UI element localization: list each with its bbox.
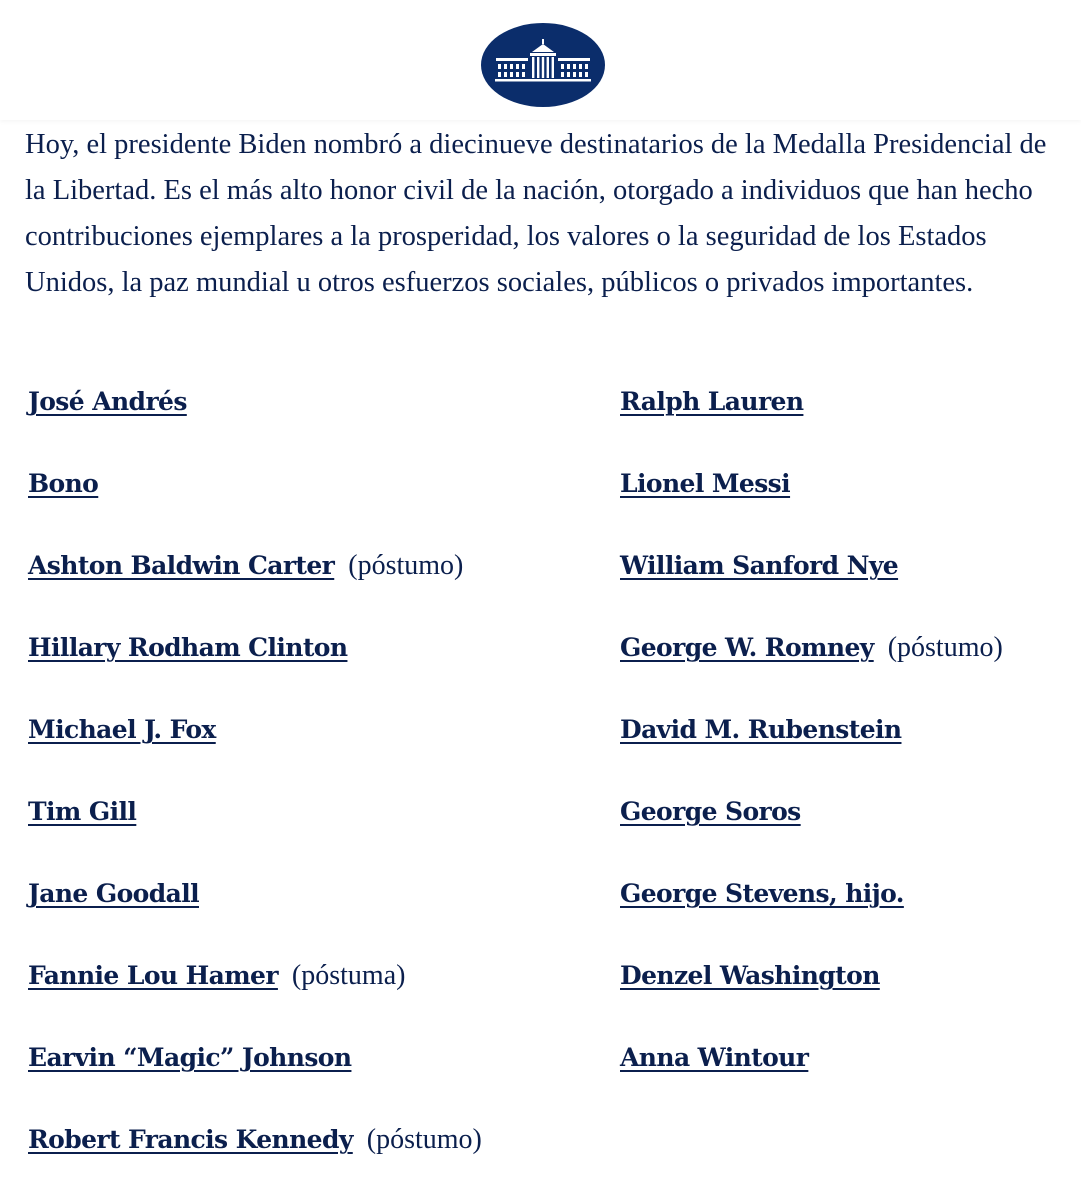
site-header xyxy=(0,0,1081,120)
recipient-name-link[interactable]: Hillary Rodham Clinton xyxy=(28,633,348,662)
intro-paragraph: Hoy, el presidente Biden nombró a diecinueve destinatarios de la Medalla Presidencial de la Libertad. Es el más alto honor civil de la nación, otorgado a individuos que han hecho contribuciones ejemplares a la prosperidad, los valores o la seguridad de los Estados Unidos, la paz mundial u otros esfuerzos sociales, públicos o privados importantes. xyxy=(25,129,1047,298)
recipient-name-link[interactable]: Ralph Lauren xyxy=(620,387,804,416)
recipient-name-link[interactable]: Fannie Lou Hamer xyxy=(28,961,278,990)
recipient-item xyxy=(28,784,588,866)
posthumous-note: (póstumo) xyxy=(366,1124,482,1155)
recipient-name-link[interactable]: Bono xyxy=(28,469,99,498)
posthumous-note: (póstumo) xyxy=(887,632,1003,663)
recipient-name-link[interactable]: Ashton Baldwin Carter xyxy=(28,551,335,580)
recipient-item xyxy=(28,456,588,538)
recipient-item xyxy=(28,620,588,702)
recipient-name-link[interactable]: George Soros xyxy=(620,797,801,826)
recipient-name-link[interactable]: Earvin “Magic” Johnson xyxy=(28,1043,352,1072)
recipient-item xyxy=(28,1030,588,1112)
recipient-name-link[interactable]: George Stevens, hijo. xyxy=(620,879,904,908)
recipient-name-link[interactable]: Lionel Messi xyxy=(620,469,791,498)
recipient-name-link[interactable]: William Sanford Nye xyxy=(620,551,899,580)
recipient-item xyxy=(28,866,588,948)
recipient-item xyxy=(28,538,588,620)
recipient-name-link[interactable]: Denzel Washington xyxy=(620,961,880,990)
recipient-name-link[interactable]: José Andrés xyxy=(28,387,187,416)
posthumous-note: (póstuma) xyxy=(291,960,406,991)
recipient-item xyxy=(28,948,588,1030)
recipient-item xyxy=(28,374,588,456)
recipient-item xyxy=(620,784,1060,866)
recipient-item xyxy=(620,538,1060,620)
recipients-left-column xyxy=(28,374,588,1194)
recipient-name-link[interactable]: Anna Wintour xyxy=(620,1043,809,1072)
recipient-item xyxy=(620,374,1060,456)
recipient-name-link[interactable]: Michael J. Fox xyxy=(28,715,216,744)
recipient-item xyxy=(28,1112,588,1194)
recipient-item xyxy=(620,1030,1060,1112)
recipient-item xyxy=(620,620,1060,702)
white-house-seal-icon[interactable] xyxy=(480,22,606,108)
recipient-name-link[interactable]: Jane Goodall xyxy=(28,879,199,908)
recipient-name-link[interactable]: Robert Francis Kennedy xyxy=(28,1125,353,1154)
recipients-right-column xyxy=(620,374,1060,1112)
recipient-name-link[interactable]: David M. Rubenstein xyxy=(620,715,902,744)
recipient-item xyxy=(620,866,1060,948)
recipient-item xyxy=(620,456,1060,538)
recipient-name-link[interactable]: George W. Romney xyxy=(620,633,874,662)
recipient-name-link[interactable]: Tim Gill xyxy=(28,797,137,826)
recipient-item xyxy=(620,948,1060,1030)
posthumous-note: (póstumo) xyxy=(348,550,464,581)
recipient-item xyxy=(620,702,1060,784)
recipient-item xyxy=(28,702,588,784)
